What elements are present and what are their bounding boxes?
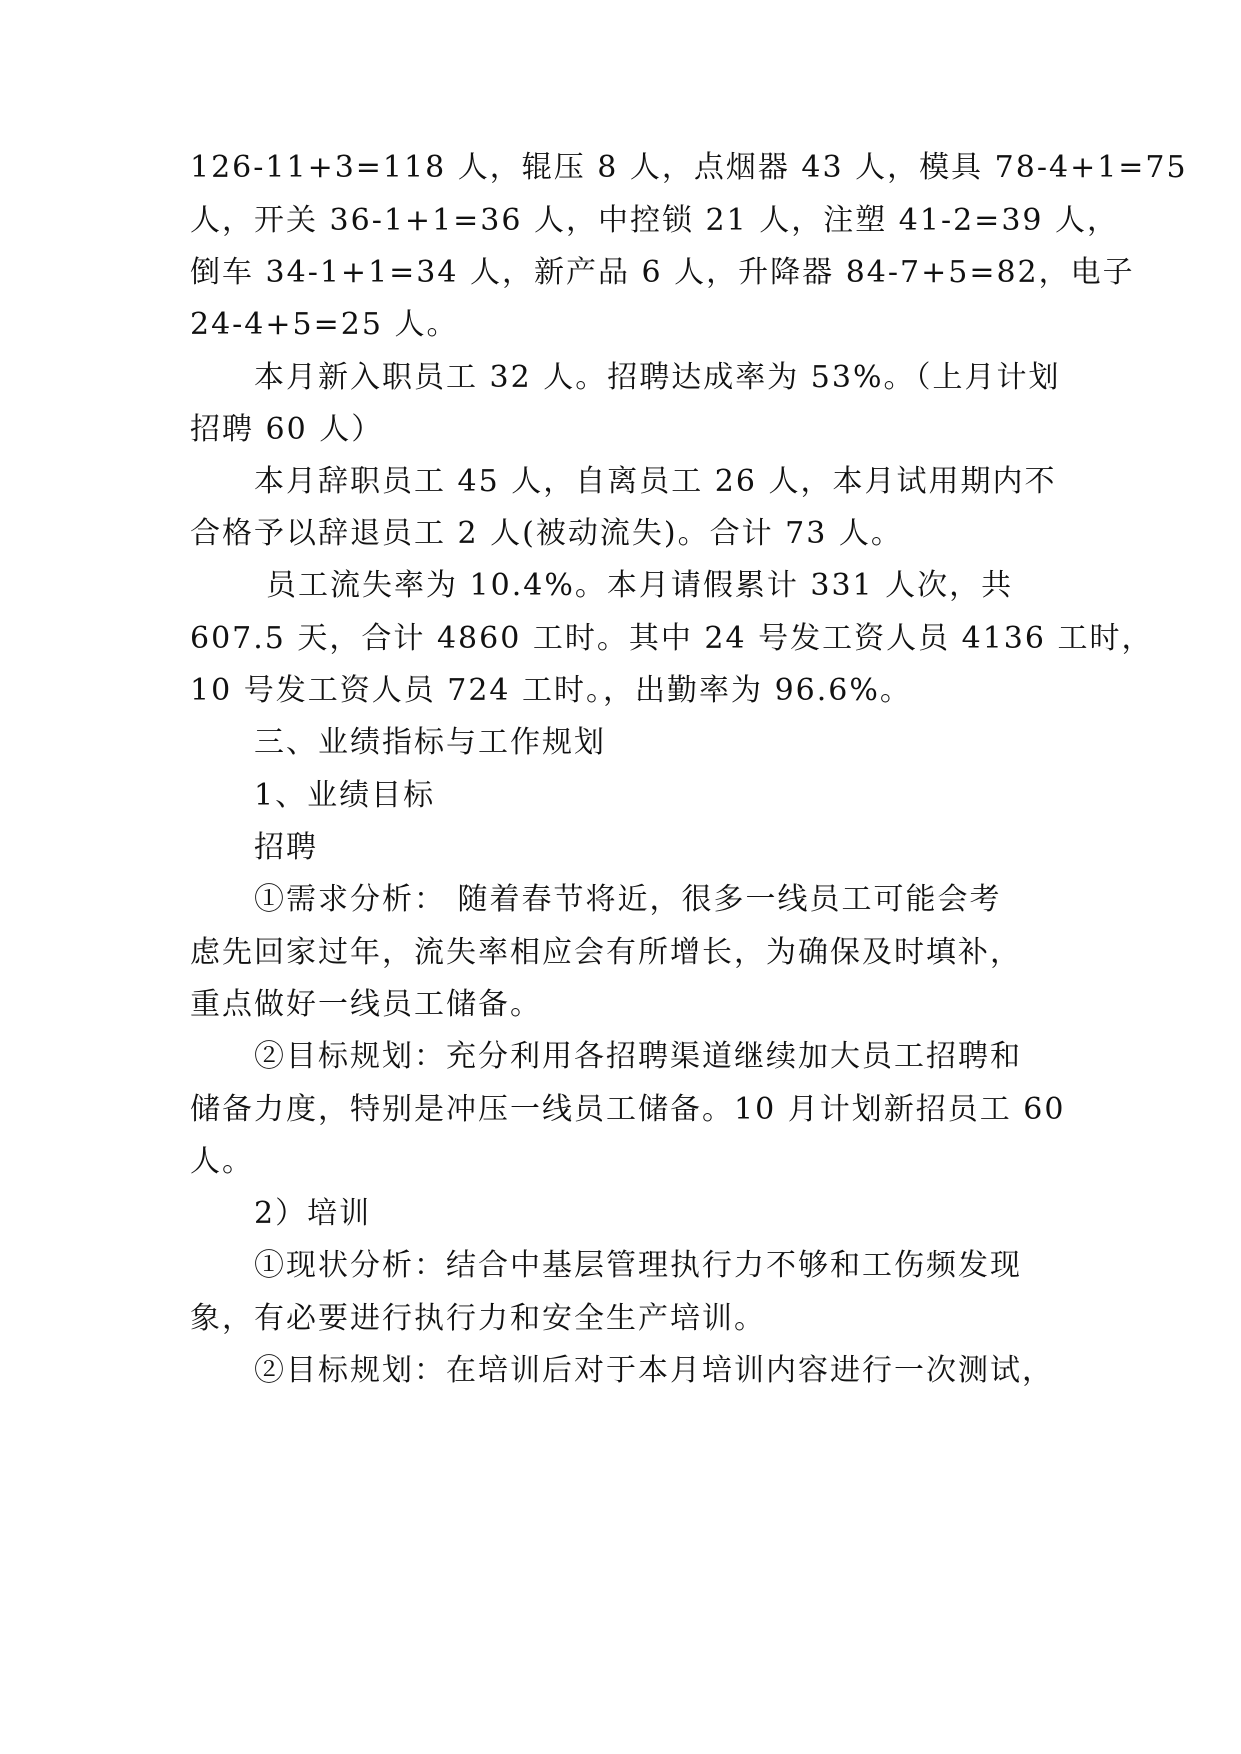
- text-line: ②目标规划：在培训后对于本月培训内容进行一次测试，: [254, 1353, 1054, 1388]
- item-heading: 招聘: [254, 830, 318, 865]
- text-line: 人，开关 36-1+1=36 人，中控锁 21 人，注塑 41-2=39 人，: [190, 203, 1120, 238]
- text-line: 10 号发工资人员 724 工时。，出勤率为 96.6%。: [190, 673, 912, 708]
- text-line: 126-11+3=118 人，辊压 8 人，点烟器 43 人，模具 78-4+1=75: [190, 150, 1188, 185]
- text-line: 员工流失率为 10.4%。本月请假累计 331 人次，共: [266, 568, 1014, 603]
- text-line: 24-4+5=25 人。: [190, 307, 459, 342]
- text-line: 本月辞职员工 45 人，自离员工 26 人，本月试用期内不: [254, 464, 1057, 499]
- text-line: 合格予以辞退员工 2 人(被动流失)。合计 73 人。: [190, 516, 903, 551]
- text-line: ②目标规划：充分利用各招聘渠道继续加大员工招聘和: [254, 1039, 1022, 1074]
- section-heading: 三、业绩指标与工作规划: [254, 725, 606, 760]
- text-line: 储备力度，特别是冲压一线员工储备。10 月计划新招员工 60: [190, 1092, 1066, 1127]
- text-line: 人。: [190, 1144, 254, 1179]
- subsection-heading: 1、业绩目标: [254, 778, 436, 813]
- text-line: 象，有必要进行执行力和安全生产培训。: [190, 1301, 766, 1336]
- text-line: 虑先回家过年，流失率相应会有所增长，为确保及时填补，: [190, 935, 1022, 970]
- text-line: 本月新入职员工 32 人。招聘达成率为 53%。（上月计划: [254, 360, 1061, 395]
- text-line: 倒车 34-1+1=34 人，新产品 6 人，升降器 84-7+5=82，电子: [190, 255, 1135, 290]
- text-line: 607.5 天，合计 4860 工时。其中 24 号发工资人员 4136 工时，: [190, 621, 1154, 656]
- text-line: 重点做好一线员工储备。: [190, 987, 542, 1022]
- text-line: 招聘 60 人）: [190, 412, 384, 447]
- item-heading: 2）培训: [254, 1196, 372, 1231]
- text-line: ①现状分析：结合中基层管理执行力不够和工伤频发现: [254, 1248, 1022, 1283]
- text-line: ①需求分析： 随着春节将近，很多一线员工可能会考: [254, 882, 1002, 917]
